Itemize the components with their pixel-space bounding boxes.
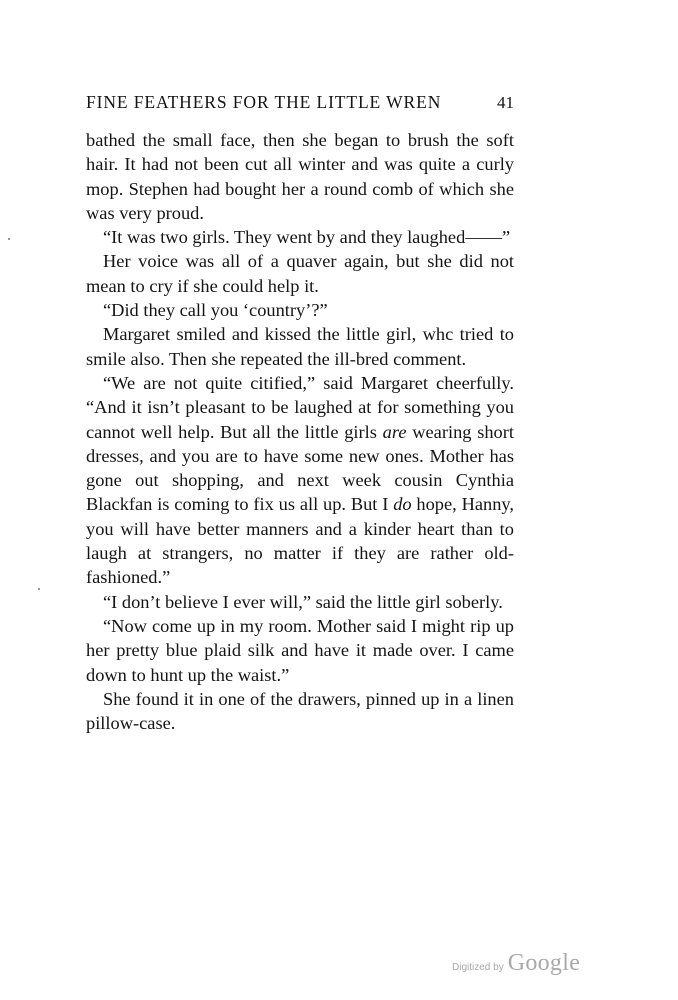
emphasis: do xyxy=(393,494,412,515)
paragraph-with-emphasis xyxy=(86,371,514,590)
emphasis: are xyxy=(382,421,407,442)
running-title: FINE FEATHERS FOR THE LITTLE WREN xyxy=(86,92,442,112)
body-text xyxy=(86,128,514,735)
paragraph: Margaret smiled and kissed the little girl, whc tried to smile also. Then she repeated the ill-bred comment. xyxy=(86,324,514,369)
text-run: hope, Hanny, you will have better manners and a kinder heart than to laugh at strangers, no matter if they are rather old-fashioned.” xyxy=(86,494,515,588)
watermark-prefix: Digitized by xyxy=(452,962,504,973)
paragraph: “I don’t believe I ever will,” said the little girl soberly. xyxy=(103,591,503,612)
text-run: wearing short dresses, and you are to have some new ones. Mother has gone out shopping, and next week cousin Cynthia Blackfan is coming to fix us all up. But I xyxy=(86,421,514,515)
paragraph: “It was two girls. They went by and they laughed——” xyxy=(103,227,511,248)
running-head xyxy=(86,92,514,118)
margin-speck xyxy=(38,588,40,590)
paragraph: She found it in one of the drawers, pinned up in a linen pillow-case. xyxy=(86,688,514,734)
margin-speck xyxy=(8,238,10,240)
paragraph: “Now come up in my room. Mother said I might rip up her pretty blue plaid silk and have it made over. I came down to hunt up the waist.” xyxy=(86,615,514,685)
paragraph: bathed the small face, then she began to brush the soft hair. It had not been cut all winter and was quite a curly mop. Stephen had bought her a round comb of which she was very proud. xyxy=(86,130,514,223)
digitized-by-google-watermark xyxy=(452,950,580,977)
text-run: “We are not quite citified,” said Margaret cheerfully. “And it isn’t pleasant to be laughed at for something you cannot well help. But all the little girls xyxy=(86,372,514,442)
paragraph: Her voice was all of a quaver again, but she did not mean to cry if she could help it. xyxy=(86,251,514,296)
paragraph: “Did they call you ‘country’?” xyxy=(103,300,328,321)
page-number: 41 xyxy=(497,93,514,112)
google-logo: Google xyxy=(507,950,581,976)
